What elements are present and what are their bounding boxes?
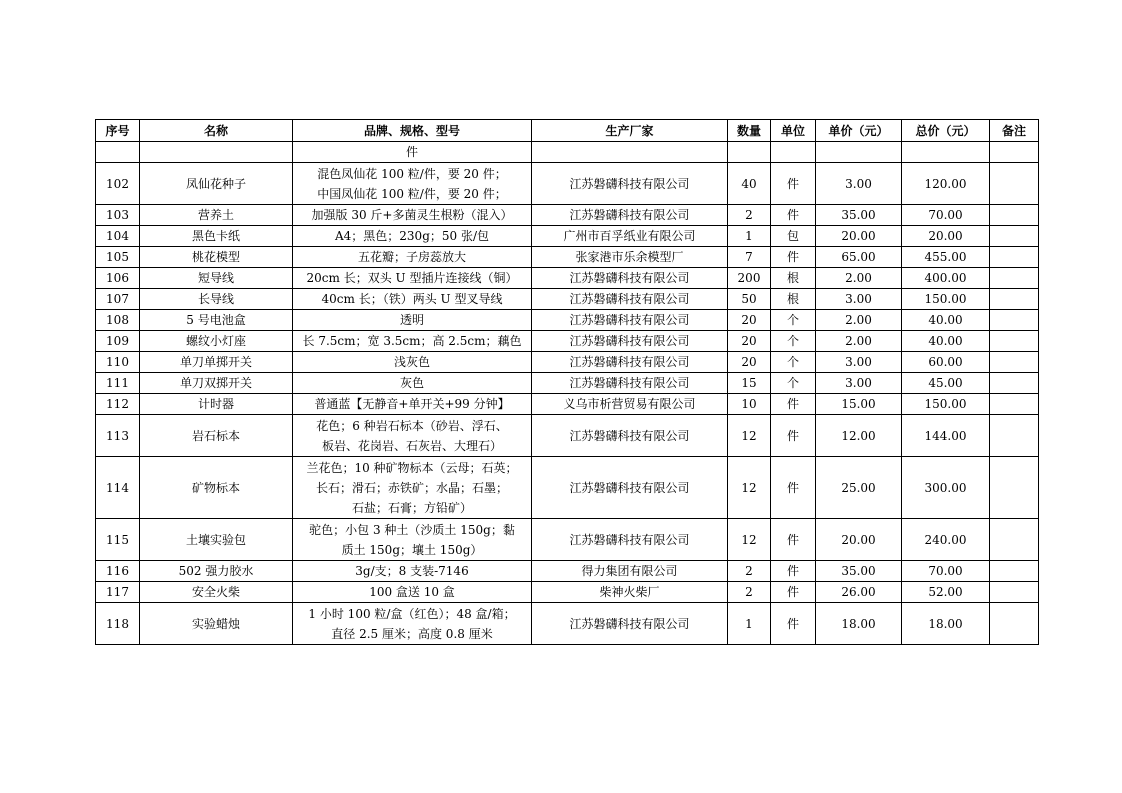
cell-price: 2.00 [816, 331, 902, 352]
cell-unit: 件 [771, 247, 816, 268]
cell-no: 102 [96, 163, 140, 205]
spec-line: 质土 150g；壤土 150g） [341, 542, 483, 557]
cell-note [990, 205, 1039, 226]
cell-name: 螺纹小灯座 [140, 331, 293, 352]
cell-unit: 件 [771, 394, 816, 415]
cell-note [990, 561, 1039, 582]
cell-spec [293, 519, 532, 561]
cell-qty: 12 [728, 457, 771, 519]
cell-no: 117 [96, 582, 140, 603]
cell-spec [293, 268, 532, 289]
cell-price: 35.00 [816, 205, 902, 226]
table-row [96, 163, 1039, 205]
cell-note [990, 226, 1039, 247]
spec-line: 加强版 30 斤+多菌灵生根粉（混入） [311, 208, 513, 222]
cell-qty: 2 [728, 582, 771, 603]
cell-total: 40.00 [902, 310, 990, 331]
header-qty: 数量 [728, 120, 771, 142]
cell-spec [293, 142, 532, 163]
cell-spec [293, 163, 532, 205]
cell-price [816, 142, 902, 163]
spec-line: A4；黑色；230g；50 张/包 [334, 229, 489, 243]
cell-name: 短导线 [140, 268, 293, 289]
cell-unit: 根 [771, 268, 816, 289]
header-price: 单价（元） [816, 120, 902, 142]
cell-note [990, 289, 1039, 310]
cell-maker: 张家港市乐余模型厂 [532, 247, 728, 268]
cell-price: 3.00 [816, 289, 902, 310]
cell-no: 114 [96, 457, 140, 519]
cell-qty: 1 [728, 226, 771, 247]
cell-name: 502 强力胶水 [140, 561, 293, 582]
cell-unit: 件 [771, 561, 816, 582]
cell-note [990, 142, 1039, 163]
cell-maker: 江苏磐礴科技有限公司 [532, 415, 728, 457]
cell-price: 2.00 [816, 268, 902, 289]
cell-unit: 根 [771, 289, 816, 310]
cell-no: 113 [96, 415, 140, 457]
cell-qty: 12 [728, 519, 771, 561]
cell-spec [293, 289, 532, 310]
cell-name: 实验蜡烛 [140, 603, 293, 645]
table-row [96, 205, 1039, 226]
spec-line: 20cm 长；双头 U 型插片连接线（铜） [306, 271, 518, 285]
cell-total: 20.00 [902, 226, 990, 247]
table-row [96, 247, 1039, 268]
cell-maker: 得力集团有限公司 [532, 561, 728, 582]
spec-line: 件 [405, 145, 418, 159]
cell-qty: 10 [728, 394, 771, 415]
cell-price: 18.00 [816, 603, 902, 645]
cell-note [990, 163, 1039, 205]
cell-price: 15.00 [816, 394, 902, 415]
cell-spec [293, 226, 532, 247]
cell-spec [293, 603, 532, 645]
cell-total [902, 142, 990, 163]
cell-unit: 包 [771, 226, 816, 247]
cell-qty: 20 [728, 352, 771, 373]
cell-maker: 广州市百孚纸业有限公司 [532, 226, 728, 247]
cell-name: 单刀双掷开关 [140, 373, 293, 394]
cell-maker: 江苏磐礴科技有限公司 [532, 603, 728, 645]
cell-no: 109 [96, 331, 140, 352]
cell-unit: 件 [771, 603, 816, 645]
table-row [96, 582, 1039, 603]
cell-no: 107 [96, 289, 140, 310]
cell-name [140, 142, 293, 163]
spec-line: 花色；6 种岩石标本（砂岩、浮石、 [316, 418, 508, 433]
cell-price: 2.00 [816, 310, 902, 331]
cell-qty: 40 [728, 163, 771, 205]
table-row [96, 394, 1039, 415]
cell-spec [293, 457, 532, 519]
spec-line: 3g/支；8 支装-7146 [355, 564, 469, 578]
cell-maker: 江苏磐礴科技有限公司 [532, 331, 728, 352]
cell-price: 12.00 [816, 415, 902, 457]
cell-qty: 20 [728, 310, 771, 331]
cell-price: 3.00 [816, 163, 902, 205]
table-row [96, 310, 1039, 331]
header-note: 备注 [990, 120, 1039, 142]
header-spec: 品牌、规格、型号 [293, 120, 532, 142]
cell-price: 3.00 [816, 352, 902, 373]
cell-qty: 12 [728, 415, 771, 457]
spec-line: 中国凤仙花 100 粒/件，要 20 件； [317, 186, 507, 201]
cell-unit: 个 [771, 310, 816, 331]
cell-note [990, 268, 1039, 289]
cell-maker: 江苏磐礴科技有限公司 [532, 352, 728, 373]
cell-total: 40.00 [902, 331, 990, 352]
cell-price: 26.00 [816, 582, 902, 603]
header-maker: 生产厂家 [532, 120, 728, 142]
cell-qty: 2 [728, 205, 771, 226]
spec-line: 板岩、花岗岩、石灰岩、大理石） [321, 438, 502, 453]
cell-note [990, 582, 1039, 603]
cell-qty: 15 [728, 373, 771, 394]
cell-price: 3.00 [816, 373, 902, 394]
cell-unit: 件 [771, 163, 816, 205]
cell-note [990, 247, 1039, 268]
cell-no: 111 [96, 373, 140, 394]
cell-unit: 件 [771, 205, 816, 226]
cell-no: 116 [96, 561, 140, 582]
spec-line: 长石；滑石；赤铁矿；水晶；石墨； [315, 480, 508, 495]
cell-name: 安全火柴 [140, 582, 293, 603]
cell-spec [293, 394, 532, 415]
cell-total: 120.00 [902, 163, 990, 205]
table-row [96, 561, 1039, 582]
cell-note [990, 373, 1039, 394]
cell-maker: 江苏磐礴科技有限公司 [532, 310, 728, 331]
cell-total: 52.00 [902, 582, 990, 603]
spec-line: 40cm 长；（铁）两头 U 型叉导线 [321, 292, 503, 306]
spec-line: 兰花色；10 种矿物标本（云母；石英； [306, 460, 518, 475]
cell-total: 150.00 [902, 289, 990, 310]
cell-name: 计时器 [140, 394, 293, 415]
cell-total: 455.00 [902, 247, 990, 268]
cell-name: 长导线 [140, 289, 293, 310]
cell-spec [293, 415, 532, 457]
header-total: 总价（元） [902, 120, 990, 142]
cell-price: 20.00 [816, 226, 902, 247]
table-row [96, 415, 1039, 457]
cell-total: 400.00 [902, 268, 990, 289]
cell-qty: 20 [728, 331, 771, 352]
cell-note [990, 457, 1039, 519]
cell-spec [293, 561, 532, 582]
cell-name: 岩石标本 [140, 415, 293, 457]
table-row [96, 352, 1039, 373]
header-unit: 单位 [771, 120, 816, 142]
cell-no [96, 142, 140, 163]
cell-unit: 个 [771, 373, 816, 394]
cell-no: 106 [96, 268, 140, 289]
cell-name: 矿物标本 [140, 457, 293, 519]
cell-spec [293, 352, 532, 373]
price-list-table [95, 119, 1039, 645]
cell-total: 70.00 [902, 205, 990, 226]
header-name: 名称 [140, 120, 293, 142]
cell-maker: 义乌市析营贸易有限公司 [532, 394, 728, 415]
spec-line: 浅灰色 [393, 355, 430, 369]
cell-note [990, 310, 1039, 331]
spec-line: 驼色；小包 3 种土（沙质土 150g；黏 [309, 522, 515, 537]
table-row [96, 331, 1039, 352]
cell-qty: 1 [728, 603, 771, 645]
cell-no: 110 [96, 352, 140, 373]
cell-unit: 个 [771, 352, 816, 373]
cell-total: 240.00 [902, 519, 990, 561]
cell-name: 桃花模型 [140, 247, 293, 268]
spec-line: 长 7.5cm；宽 3.5cm；高 2.5cm；藕色 [302, 334, 522, 348]
cell-no: 105 [96, 247, 140, 268]
cell-no: 108 [96, 310, 140, 331]
spec-line: 100 盒送 10 盒 [369, 585, 455, 599]
cell-total: 144.00 [902, 415, 990, 457]
cell-name: 黑色卡纸 [140, 226, 293, 247]
spec-line: 直径 2.5 厘米；高度 0.8 厘米 [331, 626, 493, 641]
cell-total: 60.00 [902, 352, 990, 373]
table-row [96, 603, 1039, 645]
cell-total: 70.00 [902, 561, 990, 582]
cell-spec [293, 205, 532, 226]
cell-maker: 江苏磐礴科技有限公司 [532, 457, 728, 519]
cell-spec [293, 310, 532, 331]
cell-unit: 件 [771, 457, 816, 519]
table-row [96, 289, 1039, 310]
table-row [96, 373, 1039, 394]
cell-note [990, 415, 1039, 457]
table-row [96, 226, 1039, 247]
cell-unit: 件 [771, 582, 816, 603]
table-row [96, 142, 1039, 163]
spec-line: 五花瓣；子房蕊放大 [357, 250, 466, 264]
cell-price: 35.00 [816, 561, 902, 582]
cell-qty [728, 142, 771, 163]
cell-name: 营养土 [140, 205, 293, 226]
cell-unit: 件 [771, 519, 816, 561]
cell-maker: 江苏磐礴科技有限公司 [532, 289, 728, 310]
cell-no: 103 [96, 205, 140, 226]
cell-maker: 江苏磐礴科技有限公司 [532, 373, 728, 394]
cell-spec [293, 373, 532, 394]
cell-unit: 个 [771, 331, 816, 352]
table-header [96, 120, 1039, 142]
cell-total: 45.00 [902, 373, 990, 394]
cell-qty: 200 [728, 268, 771, 289]
cell-total: 300.00 [902, 457, 990, 519]
cell-maker: 江苏磐礴科技有限公司 [532, 268, 728, 289]
cell-total: 18.00 [902, 603, 990, 645]
cell-maker: 江苏磐礴科技有限公司 [532, 163, 728, 205]
cell-no: 115 [96, 519, 140, 561]
cell-price: 65.00 [816, 247, 902, 268]
cell-price: 25.00 [816, 457, 902, 519]
cell-note [990, 394, 1039, 415]
spec-line: 混色凤仙花 100 粒/件，要 20 件； [317, 166, 507, 181]
cell-note [990, 331, 1039, 352]
cell-qty: 2 [728, 561, 771, 582]
spec-line: 透明 [399, 313, 424, 327]
header-no: 序号 [96, 120, 140, 142]
cell-total: 150.00 [902, 394, 990, 415]
cell-spec [293, 331, 532, 352]
cell-maker: 江苏磐礴科技有限公司 [532, 205, 728, 226]
cell-no: 104 [96, 226, 140, 247]
header-row [96, 120, 1039, 142]
spec-line: 石盐；石膏；方铅矿） [351, 500, 472, 515]
cell-no: 118 [96, 603, 140, 645]
cell-note [990, 352, 1039, 373]
table-row [96, 519, 1039, 561]
cell-note [990, 519, 1039, 561]
cell-name: 土壤实验包 [140, 519, 293, 561]
cell-maker: 柴神火柴厂 [532, 582, 728, 603]
table-row [96, 268, 1039, 289]
cell-maker: 江苏磐礴科技有限公司 [532, 519, 728, 561]
cell-unit: 件 [771, 415, 816, 457]
cell-spec [293, 247, 532, 268]
spec-line: 灰色 [399, 376, 424, 390]
spec-line: 普通蓝【无静音+单开关+99 分钟】 [314, 397, 510, 411]
cell-maker [532, 142, 728, 163]
table-row [96, 457, 1039, 519]
cell-qty: 50 [728, 289, 771, 310]
cell-spec [293, 582, 532, 603]
spec-line: 1 小时 100 粒/盒（红色）；48 盒/箱； [308, 606, 516, 621]
cell-note [990, 603, 1039, 645]
cell-name: 5 号电池盒 [140, 310, 293, 331]
cell-name: 凤仙花种子 [140, 163, 293, 205]
cell-no: 112 [96, 394, 140, 415]
cell-qty: 7 [728, 247, 771, 268]
cell-price: 20.00 [816, 519, 902, 561]
table-body [96, 142, 1039, 645]
cell-name: 单刀单掷开关 [140, 352, 293, 373]
cell-unit [771, 142, 816, 163]
